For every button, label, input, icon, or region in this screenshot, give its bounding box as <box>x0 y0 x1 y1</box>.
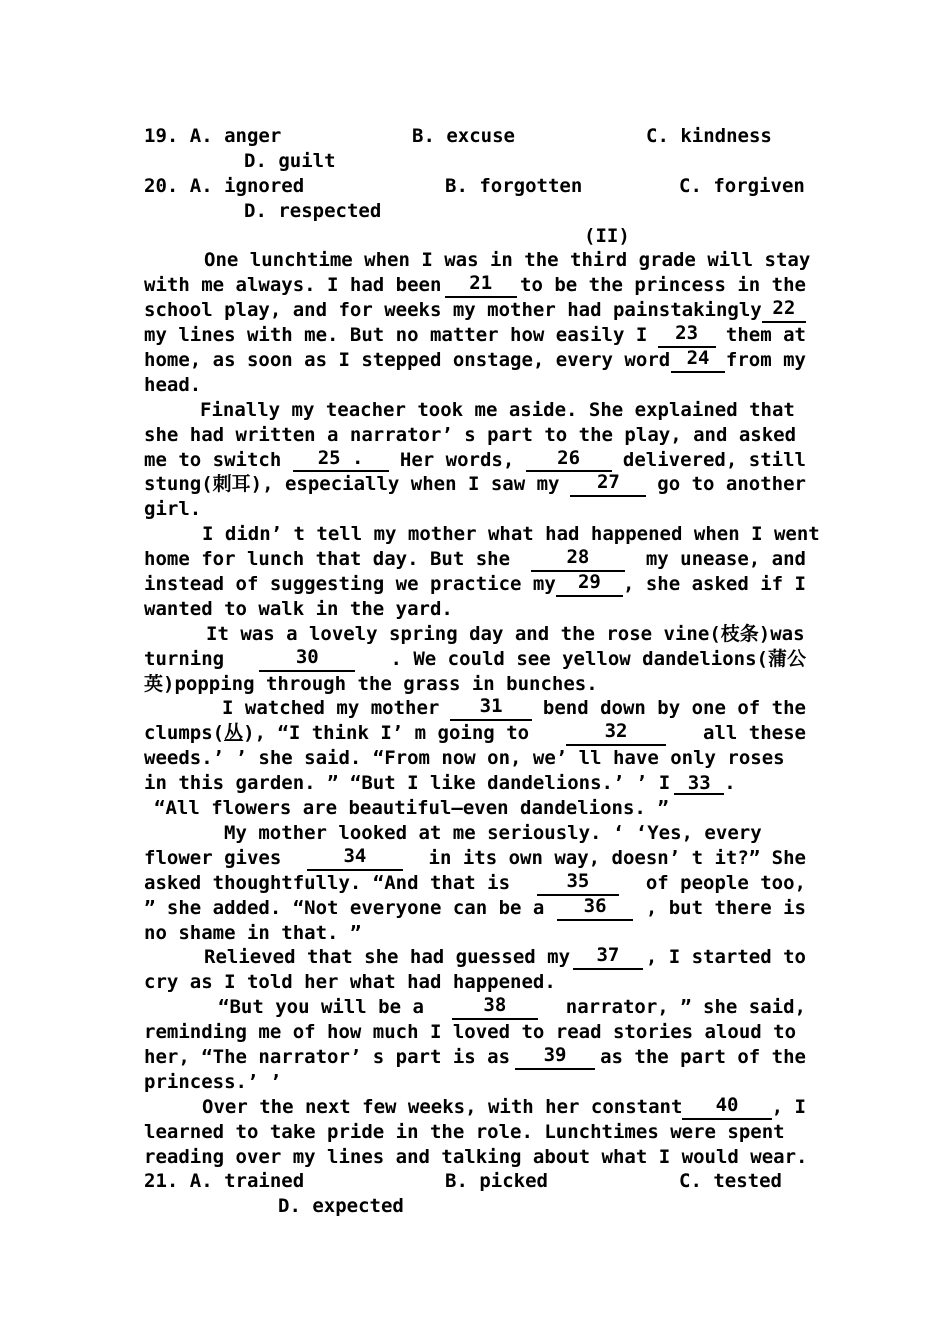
passage-line: home for lunch that day. But she 28 my unease, and <box>144 546 806 571</box>
blank-31: 31 <box>450 696 532 721</box>
blank-24: 24 <box>671 348 725 373</box>
exam-page <box>144 124 820 1219</box>
passage-line: turning 30 . We could see yellow dandelions(蒲公 <box>144 645 806 670</box>
passage-line: ” she added. “Not everyone can be a 36 , but there is <box>144 894 806 919</box>
q21-option-c: C. tested <box>679 1170 782 1193</box>
q20-option-d: D. respected <box>244 199 382 222</box>
blank-40: 40 <box>682 1095 771 1120</box>
passage-line: I watched my mother 31 bend down by one of the <box>222 695 806 720</box>
blank-33: 33 <box>674 773 724 795</box>
passage-line: It was a lovely spring day and the rose vine(枝条)was <box>206 622 805 645</box>
passage-line: her, “The narrator’ s part is as 39 as the part of the <box>144 1043 806 1068</box>
blank-36: 36 <box>557 896 633 921</box>
blank-29: 29 <box>556 572 623 597</box>
blank-25: 25 . <box>293 448 389 473</box>
q19-option-b: B. excuse <box>412 125 515 147</box>
passage-line: reminding me of how much I loved to read stories aloud to <box>144 1021 797 1044</box>
blank-32: 32 <box>566 721 666 746</box>
q21-option-a: 21. A. trained <box>144 1170 305 1193</box>
passage-line: girl. <box>144 498 202 521</box>
passage-line: One lunchtime when I was in the third grade will stay <box>204 249 811 272</box>
blank-22: 22 <box>762 298 806 323</box>
passage-line: school play, and for weeks my mother had painstakingly 22 <box>144 298 806 323</box>
passage-line: clumps(丛), “I think I’ m going to 32 all these <box>144 720 806 745</box>
passage-line: she had written a narrator’ s part to the play, and asked <box>144 423 797 446</box>
passage-line: princess.’ ’ <box>144 1070 282 1093</box>
q19-option-d: D. guilt <box>244 149 336 172</box>
passage-line: instead of suggesting we practice my 29 , she asked if I <box>144 571 806 596</box>
passage-line: I didn’ t tell my mother what had happened when I went <box>202 523 820 546</box>
q20-option-a: 20. A. ignored <box>144 174 305 197</box>
passage-line: asked thoughtfully. “And that is 35 of people too, <box>144 869 806 894</box>
passage-line: Over the next few weeks, with her constant 40 , I <box>202 1093 806 1118</box>
passage-line: weeds.’ ’ she said. “From now on, we’ ll have only roses <box>144 747 785 770</box>
passage-line: learned to take pride in the role. Lunchtimes were spent <box>144 1120 785 1143</box>
blank-30: 30 <box>259 647 355 672</box>
section-heading: (II) <box>584 224 630 247</box>
blank-23: 23 <box>658 323 716 348</box>
q20-option-c: C. forgiven <box>679 174 805 197</box>
passage-line: “All flowers are beautiful—even dandelions. ” <box>154 797 669 820</box>
passage-line: 英)popping through the grass in bunches. <box>144 672 598 695</box>
blank-35: 35 <box>537 871 619 896</box>
question-19-options <box>144 124 806 149</box>
passage-line: Relieved that she had guessed my 37 , I started to <box>204 944 806 969</box>
blank-37: 37 <box>573 945 643 970</box>
passage-line: My mother looked at me seriously. ‘ ‘Yes, every <box>224 821 762 844</box>
question-21-options <box>144 1169 806 1194</box>
question-20-options <box>144 174 806 199</box>
blank-38: 38 <box>452 995 538 1020</box>
passage-line: cry as I told her what had happened. <box>144 971 556 994</box>
blank-34: 34 <box>307 846 403 871</box>
q21-option-b: B. picked <box>445 1170 548 1193</box>
q21-option-d: D. expected <box>278 1195 404 1218</box>
passage-line: wanted to walk in the yard. <box>144 597 453 620</box>
blank-26: 26 <box>526 448 612 473</box>
blank-21: 21 <box>445 273 517 298</box>
passage-line: Finally my teacher took me aside. She explained that <box>200 398 795 421</box>
passage-line: no shame in that. ” <box>144 921 362 944</box>
blank-27: 27 <box>570 472 646 497</box>
passage-line: reading over my lines and talking about what I would wear. <box>144 1145 808 1168</box>
passage-line: flower gives 34 in its own way, doesn’ t it?” She <box>144 844 806 869</box>
passage-line: my lines with me. But no matter how easily I 23 them at <box>144 322 806 347</box>
q20-option-b: B. forgotten <box>445 174 583 197</box>
passage-line: with me always. I had been 21 to be the princess in the <box>144 272 806 297</box>
blank-39: 39 <box>515 1045 595 1070</box>
passage-line: me to switch 25 . Her words, 26 delivered, still <box>144 446 806 471</box>
passage-line: “But you will be a 38 narrator, ” she said, <box>218 994 806 1019</box>
blank-28: 28 <box>531 547 625 572</box>
passage-line: head. <box>144 373 202 396</box>
q19-option-c: C. kindness <box>646 125 772 147</box>
passage-line: stung(刺耳), especially when I saw my 27 go to another <box>144 471 806 496</box>
passage-line: in this garden. ” “But I like dandelions.’ ’ I 33 . <box>144 772 736 795</box>
q19-option-a: 19. A. anger <box>144 125 282 147</box>
passage-line: home, as soon as I stepped onstage, every word 24 from my <box>144 347 806 372</box>
